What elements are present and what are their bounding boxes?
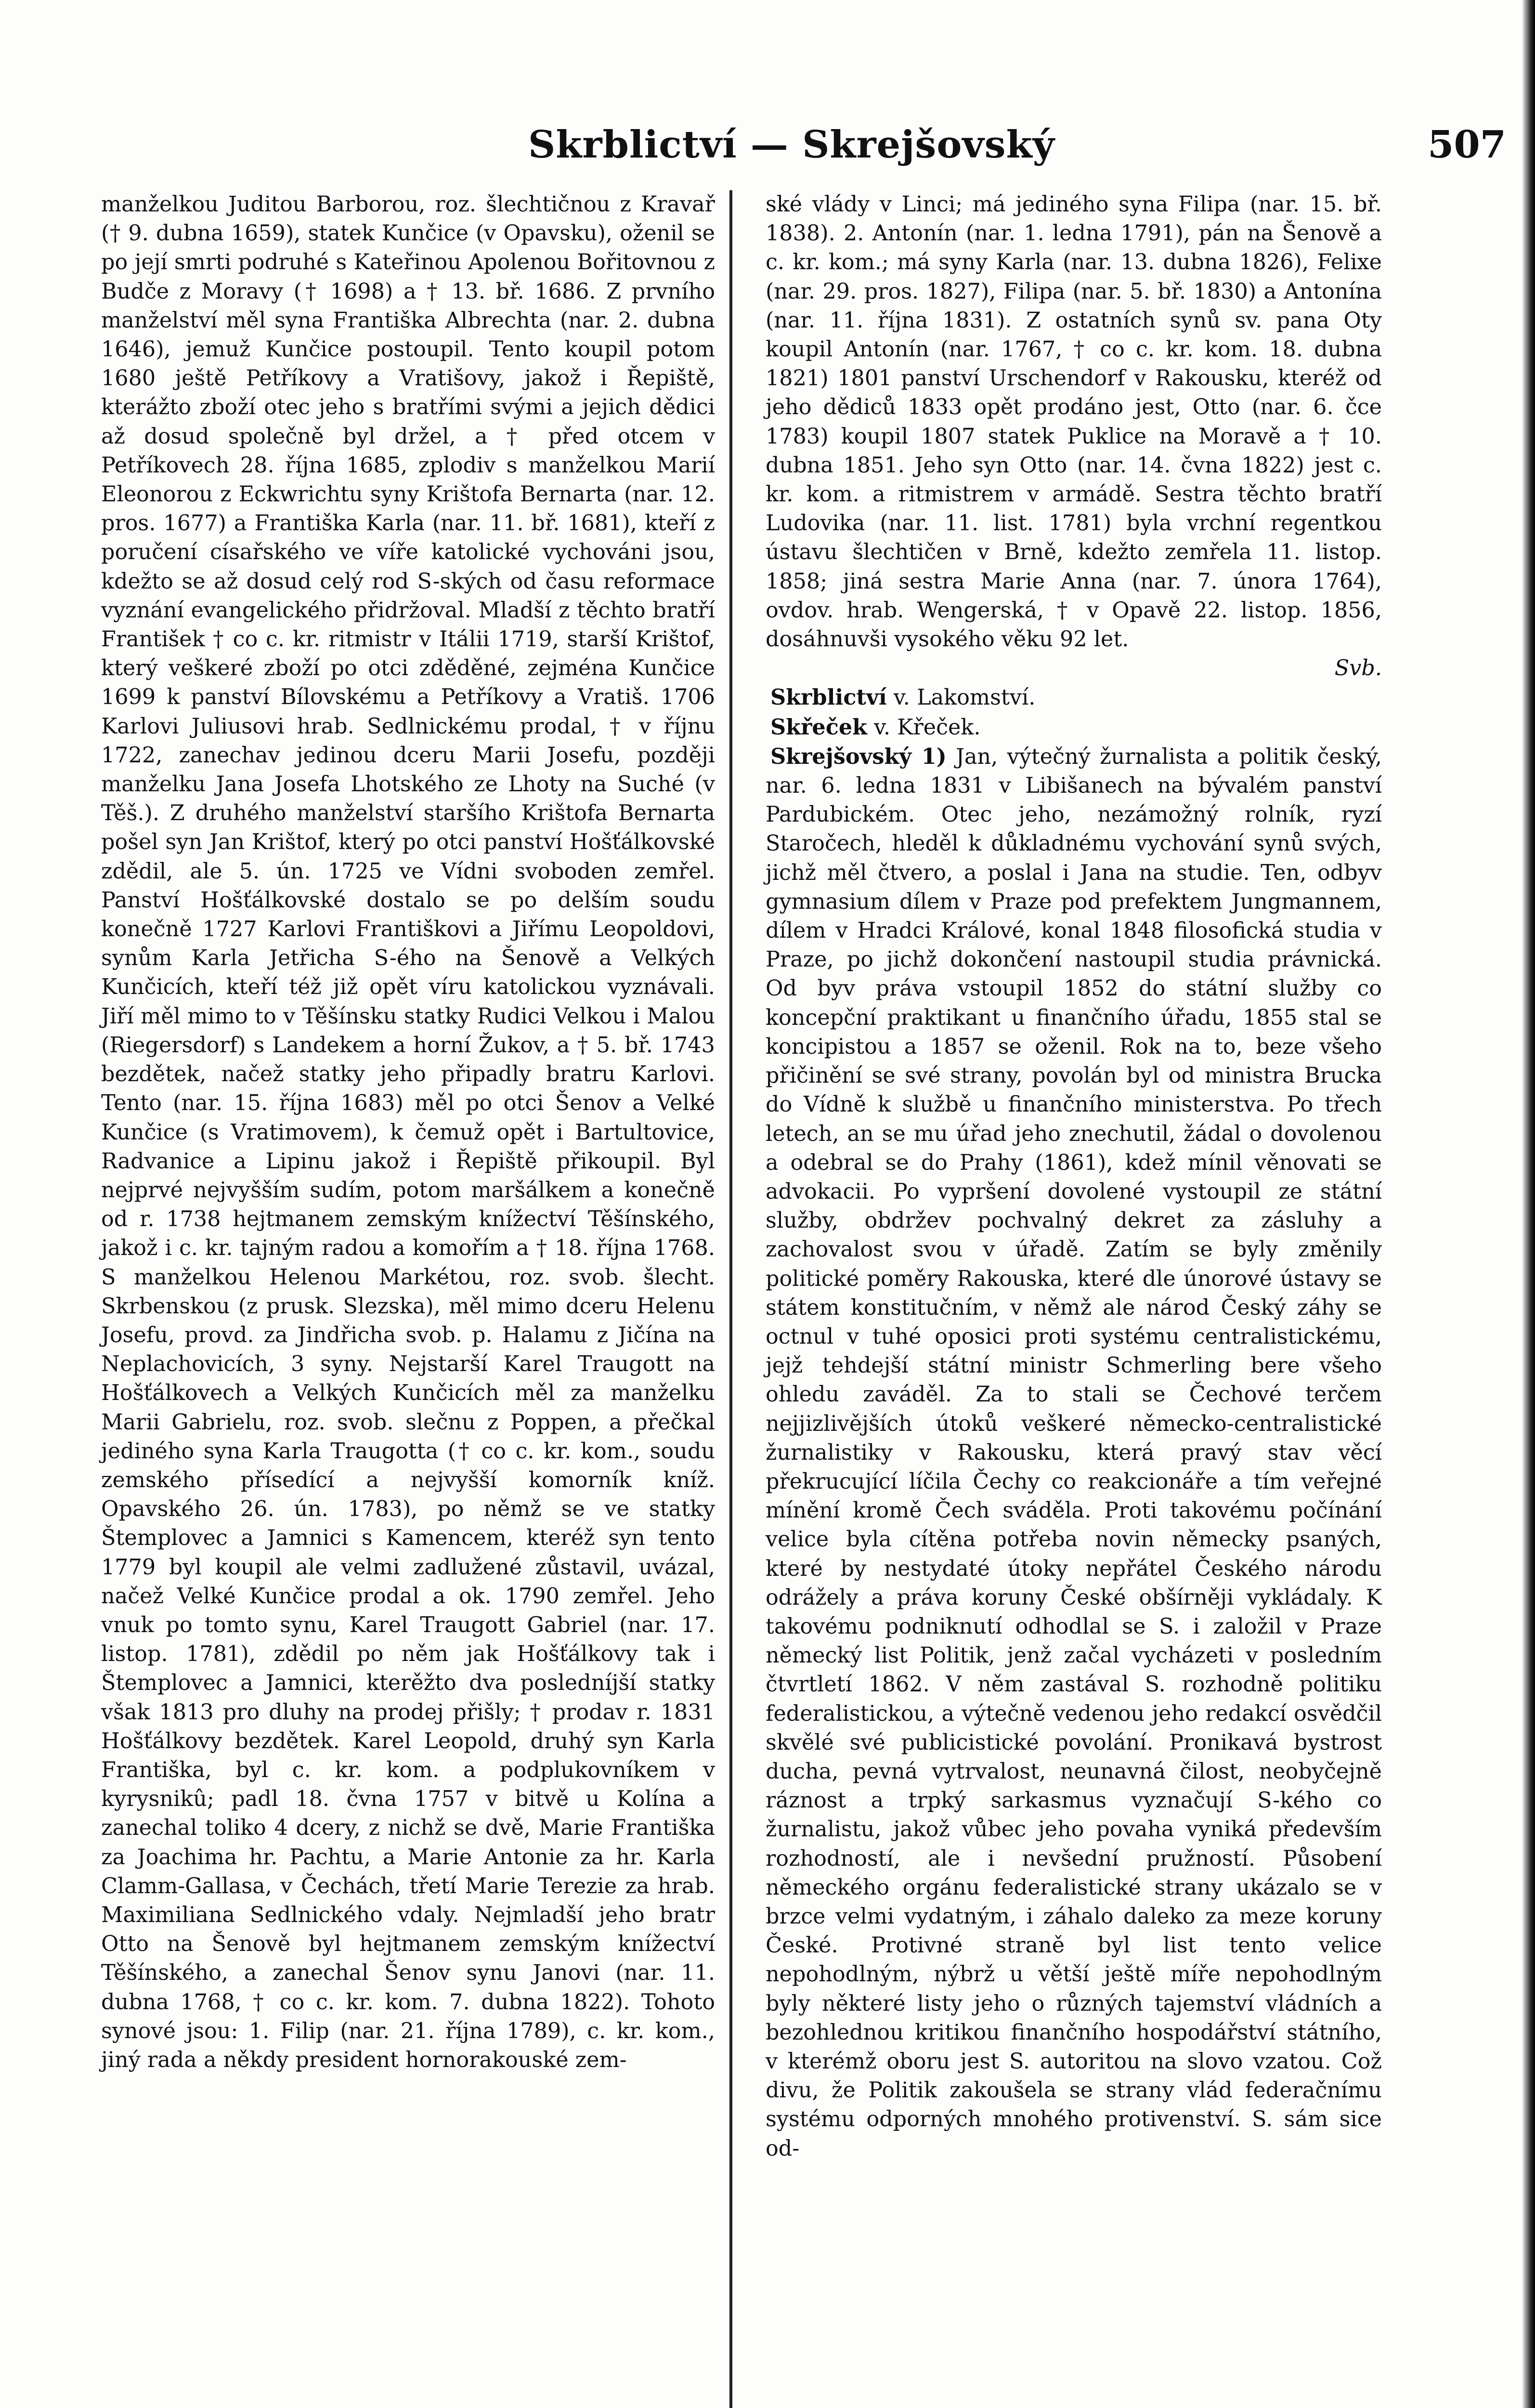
author-signature: Svb. [1334, 656, 1382, 681]
right-column [766, 190, 1382, 2163]
page-number: 507 [1428, 123, 1506, 167]
left-column-text: manželkou Juditou Barborou, roz. šlechtičnou z Kravař († 9. dubna 1659), statek Kunčice (v Opavsku), oženil se po její smrti podruhé s Kateřinou Apolenou Bořitovnou z Budče z Moravy († 1698) a † 13. bř. 1686. Z prvního manželství měl syna Františka Albrechta (nar. 2. dubna 1646), jemuž Kunčice postoupil. Tento koupil potom 1680 ještě Petříkovy a Vratišovy, jakož i Řepiště, kterážto zboží otec jeho s bratřími svými a jejich dědici až dosud společně byl držel, a † před otcem v Petříkovech 28. října 1685, zplodiv s manželkou Marií Eleonorou z Eckwrichtu syny Krištofa Bernarta (nar. 12. pros. 1677) a Františka Karla (nar. 11. bř. 1681), kteří z poručení císařského ve víře katolické vychováni jsou, kdežto se až dosud celý rod S-ských od času reformace vyznání evangelického přidržoval. Mladší z těchto bratří František † co c. kr. ritmistr v Itálii 1719, starší Krištof, který veškeré zboží po otci zděděné, zejména Kunčice 1699 k panství Bílovskému a Petříkovy a Vratiš. 1706 Karlovi Juliusovi hrab. Sedlnickému prodal, † v říjnu 1722, zanechav jedinou dceru Marii Josefu, později manželku Jana Josefa Lhotského ze Lhoty na Suché (v Těš.). Z druhého manželství staršího Krištofa Bernarta pošel syn Jan Krištof, který po otci panství Hošťálkovské zdědil, ale 5. ún. 1725 ve Vídni svoboden zemřel. Panství Hošťálkovské dostalo se po delším soudu konečně 1727 Karlovi Františkovi a Jiřímu Leopoldovi, synům Karla Jetřicha S-ého na Šenově a Velkých Kunčicích, kteří též již opět víru katolickou vyznávali. Jiří měl mimo to v Těšínsku statky Rudici Velkou i Malou (Riegersdorf) s Landekem a horní Žukov, a † 5. bř. 1743 bezdětek, načež statky jeho připadly bratru Karlovi. Tento (nar. 15. října 1683) měl po otci Šenov a Velké Kunčice (s Vratimovem), k čemuž opět i Bartultovice, Radvanice a Lipinu jakož i Řepiště přikoupil. Byl nejprvé nejvyšším sudím, potom maršálkem a konečně od r. 1738 hejtmanem zemským knížectví Těšínského, jakož i c. kr. tajným radou a komořím a † 18. října 1768. S manželkou Helenou Markétou, roz. svob. šlecht. Skrbenskou (z prusk. Slezska), měl mimo dceru Helenu Josefu, provd. za Jindřicha svob. p. Halamu z Jičína na Neplachovicích, 3 syny. Nejstarší Karel Traugott na Hošťálkovech a Velkých Kunčicích měl za manželku Marii Gabrielu, roz. svob. slečnu z Poppen, a přečkal jediného syna Karla Traugotta († co c. kr. kom., soudu zemského přísedící a nejvyšší komorník kníž. Opavského 26. ún. 1783), po němž se ve statky Štemplovec a Jamnici s Kamencem, kteréž syn tento 1779 byl koupil ale velmi zadlužené zůstavil, uvázal, načež Velké Kunčice prodal a ok. 1790 zemřel. Jeho vnuk po tomto synu, Karel Traugott Gabriel (nar. 17. listop. 1781), zdědil po něm jak Hošťálkovy tak i Štemplovec a Jamnici, kterěžto dva posledníjší statky však 1813 pro dluhy na prodej přišly; † prodav r. 1831 Hošťálkovy bezdětek. Karel Leopold, druhý syn Karla Františka, byl c. kr. kom. a podplukovníkem v kyrysnikû; padl 18. čvna 1757 v bitvě u Kolína a zanechal toliko 4 dcery, z nichž se dvě, Marie Františka za Joachima hr. Pachtu, a Marie Antonie za hr. Karla Clamm-Gallasa, v Čechách, třetí Marie Terezie za hrab. Maximiliana Sedlnického vdaly. Nejmladší jeho bratr Otto na Šenově byl hejtmanem zemským knížectví Těšínského, a zanechal Šenov synu Janovi (nar. 11. dubna 1768, † co c. kr. kom. 7. dubna 1822). Tohoto synové jsou: 1. Filip (nar. 21. října 1789), c. kr. kom., jiný rada a někdy president hornorakouské zem- [101, 192, 715, 2072]
entry-head-skrblictvi: Skrblictví [770, 685, 887, 710]
right-paragraph-1: ské vlády v Linci; má jediného syna Filipa (nar. 15. bř. 1838). 2. Antonín (nar. 1. ledna 1791), pán na Šenově a c. kr. kom.; má syny Karla (nar. 13. dubna 1826), Felixe (nar. 29. pros. 1827), Filipa (nar. 5. bř. 1830) a Antonína (nar. 11. října 1831). Z ostatních synů sv. pana Oty koupil Antonín (nar. 1767, † co c. kr. kom. 18. dubna 1821) 1801 panství Urschendorf v Rakousku, kteréž od jeho dědiců 1833 opět prodáno jest, Otto (nar. 6. čce 1783) koupil 1807 statek Puklice na Moravě a † 10. dubna 1851. Jeho syn Otto (nar. 14. čvna 1822) jest c. kr. kom. a ritmistrem v armádě. Sestra těchto bratří Ludovika (nar. 11. list. 1781) byla vrchní regentkou ústavu šlechtičen v Brně, kdežto zemřela 11. listop. 1858; jiná sestra Marie Anna (nar. 7. února 1764), ovdov. hrab. Wengerská, † v Opavě 22. listop. 1856, dosáhnuvši vysokého věku 92 let. [766, 192, 1382, 652]
column-rule [729, 190, 732, 2408]
entry-text-skrejsovsky: Jan, výtečný žurnalista a politik český, nar. 6. ledna 1831 v Libišanech na bývalém panství Pardubickém. Otec jeho, nezámožný rolník, ryzí Staročech, hleděl k důkladnému vychování synů svých, jichž měl čtvero, a poslal i Jana na studie. Ten, odbyv gymnasium dílem v Praze pod prefektem Jungmannem, dílem v Hradci Králové, konal 1848 filosofická studia v Praze, po jichž dokončení nastoupil studia právnická. Od byv práva vstoupil 1852 do státní služby co koncepční praktikant u finančního úřadu, 1855 stal se koncipistou a 1857 se oženil. Rok na to, beze všeho přičinění se své strany, povolán byl od ministra Brucka do Vídně k službě u finančního ministerstva. Po třech letech, an se mu úřad jeho znechutil, žádal o dovolenou a odebral se do Prahy (1861), kdež mínil věnovati se advokacii. Po vypršení dovolené vystoupil ze státní služby, obdržev pochvalný dekret za zásluhy a zachovalost svou v úřadě. Zatím se byly změnily politické poměry Rakouska, které dle únorové ústavy se státem konstitučním, v němž ale národ Český záhy se octnul v tuhé oposici proti systému centralistickému, jejž tehdejší státní ministr Schmerling bere všeho ohledu zaváděl. Za to stali se Čechové terčem nejjizlivějších útoků veškeré německo-centralistické žurnalistiky v Rakousku, která pravý stav věcí překrucující líčila Čechy co reakcionáře a tím veřejné mínění kromě Čech sváděla. Proti takovému počínání velice byla cítěna potřeba novin německy psaných, které by nestydaté útoky nepřátel Českého národu odrážely a práva koruny České obšírněji vykládaly. K takovému podniknutí odhodlal se S. i založil v Praze německý list Politik, jenž začal vycházeti v posledním čtvrtletí 1862. V něm zastával S. rozhodně politiku federalistickou, a výtečně vedenou jeho redakcí osvědčil skvělé své publicistické povolání. Pronikavá bystrost ducha, pevná vytrvalost, neunavná čilost, neobyčejně ráznost a trpký sarkasmus vyznačují S-kého co žurnalistu, jakož vůbec jeho povaha vyniká především rozhodností, ale i nevšední pružností. Působení německého orgánu federalistické strany ukázalo se v brzce velmi vydatným, i záhalo daleko za meze koruny České. Protivné straně byl list tento velice nepohodlným, nýbrž u větší ještě míře nepohodlným byly některé listy jeho o různých tajemství vládních a bezohlednou kritikou finančního hospodářství státního, v kterémž oboru jest S. autoritou na slovo vzatou. Což divu, že Politik zakoušela se strany vlád federačnímu systému odporných mnohého protivenství. S. sám sice od- [766, 744, 1382, 2161]
entry-head-skrejsovsky: Skrejšovský 1) [770, 744, 947, 769]
entry-text-skrecek: v. Křeček. [874, 715, 981, 740]
entry-skrblictvi [766, 683, 1382, 712]
entry-head-skrecek: Skřeček [770, 714, 867, 740]
entry-text-skrblictvi: v. Lakomství. [893, 685, 1036, 710]
entry-skrejsovsky [766, 742, 1382, 2163]
scan-edge [1522, 0, 1535, 2408]
entry-skrecek [766, 713, 1382, 742]
running-title: Skrblictví — Skrejšovský [528, 123, 1055, 167]
page-header [77, 123, 1506, 181]
left-column [101, 190, 715, 2075]
